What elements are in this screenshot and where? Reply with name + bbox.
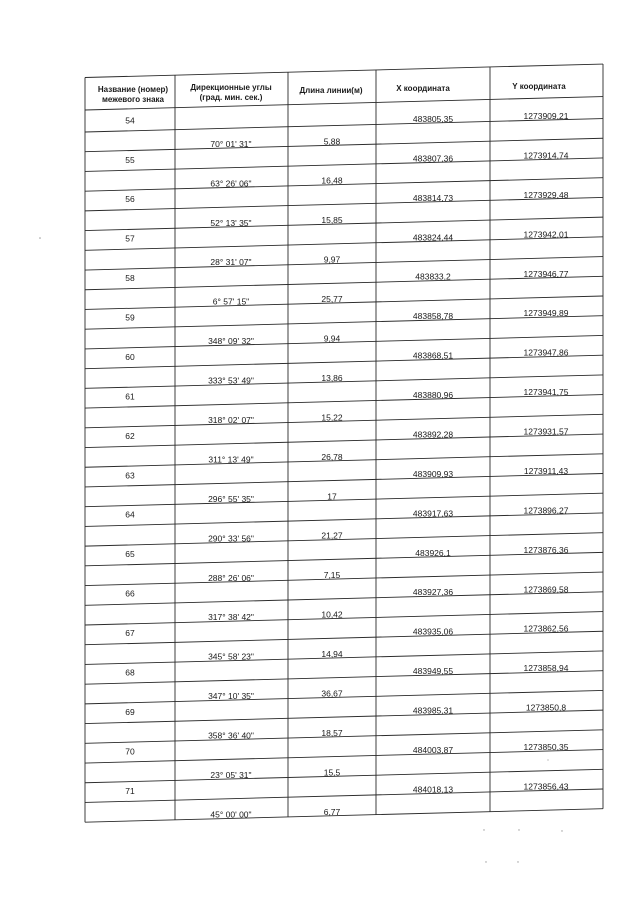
point-name: 54 (125, 115, 135, 126)
direction-angle: 23° 05' 31" (210, 770, 252, 780)
point-name: 59 (125, 312, 135, 323)
line-length: 14,94 (321, 649, 343, 659)
y-coordinate: 1273856,43 (523, 781, 569, 792)
point-name: 62 (125, 430, 135, 441)
x-coordinate: 483824,44 (412, 232, 454, 243)
line-length: 9,97 (323, 254, 341, 265)
y-coordinate: 1273911,43 (523, 466, 569, 476)
line-length: 7,15 (323, 570, 341, 581)
point-name: 63 (125, 470, 135, 481)
x-coordinate: 483833,2 (415, 271, 451, 282)
direction-angle: 317° 38' 42" (208, 612, 254, 623)
point-name: 55 (125, 154, 135, 165)
direction-angle: 63° 26' 06" (210, 178, 252, 189)
point-name: 67 (125, 628, 135, 639)
direction-angle: 348° 09' 32" (208, 336, 254, 347)
direction-angle: 345° 58' 23" (208, 651, 254, 662)
x-coordinate: 484018,13 (412, 784, 454, 795)
x-coordinate: 483909,93 (412, 468, 454, 479)
y-coordinate: 1273909,21 (523, 111, 569, 121)
direction-angle: 28° 31' 07" (210, 257, 252, 268)
point-name: 70 (125, 746, 135, 757)
line-length: 13,86 (321, 372, 343, 383)
header-x-coordinate: X координата (396, 84, 450, 93)
y-coordinate: 1273876,36 (523, 544, 569, 555)
line-length: 15,85 (321, 215, 343, 226)
point-name: 68 (125, 667, 135, 678)
direction-angle: 318° 02' 07" (208, 415, 254, 425)
y-coordinate: 1273850,8 (525, 702, 567, 713)
direction-angle: 45° 00' 00" (210, 809, 252, 820)
x-coordinate: 484003,87 (412, 745, 454, 755)
x-coordinate: 483868,51 (412, 350, 454, 361)
x-coordinate: 483935,06 (412, 626, 454, 637)
point-name: 69 (125, 706, 135, 717)
line-length: 16,48 (321, 175, 343, 186)
line-length: 25,77 (321, 294, 343, 305)
x-coordinate: 483985,31 (412, 705, 454, 716)
direction-angle: 288° 26' 06" (208, 572, 254, 583)
point-name: 71 (125, 785, 135, 796)
y-coordinate: 1273946,77 (523, 268, 569, 279)
y-coordinate: 1273949,89 (523, 308, 569, 319)
x-coordinate: 483880,96 (412, 390, 454, 400)
y-coordinate: 1273929,48 (523, 189, 569, 200)
x-coordinate: 483917,63 (412, 508, 454, 519)
x-coordinate: 483927,36 (412, 587, 454, 598)
x-coordinate: 483814,73 (412, 192, 454, 203)
y-coordinate: 1273896,27 (523, 505, 569, 516)
direction-angle: 70° 01' 31" (210, 138, 252, 149)
scan-speckles (39, 237, 563, 863)
direction-angle: 311° 13' 49" (208, 454, 254, 465)
line-length: 17 (327, 491, 337, 502)
line-length: 5,88 (323, 136, 341, 147)
y-coordinate: 1273858,94 (523, 663, 569, 674)
direction-angle: 6° 57' 15" (212, 296, 250, 307)
x-coordinate: 483805,35 (412, 114, 454, 124)
point-name: 57 (125, 233, 135, 244)
y-coordinate: 1273941,75 (523, 387, 569, 398)
direction-angle: 52° 13' 35" (210, 217, 252, 228)
line-length: 6,77 (323, 806, 341, 817)
y-coordinate: 1273914,74 (523, 150, 569, 161)
x-coordinate: 483858,78 (412, 311, 454, 322)
header-name-line2: межевого знака (101, 95, 165, 104)
point-name: 60 (125, 352, 135, 362)
line-length: 26,78 (321, 451, 343, 462)
x-coordinate: 483926,1 (415, 547, 451, 558)
point-name: 58 (125, 273, 135, 284)
y-coordinate: 1273850,35 (523, 742, 569, 753)
y-coordinate: 1273947,86 (523, 347, 569, 358)
line-length: 18,57 (321, 727, 343, 738)
point-name: 61 (125, 391, 135, 402)
point-name: 65 (125, 549, 135, 560)
y-coordinate: 1273942,01 (523, 229, 569, 240)
x-coordinate: 483892,28 (412, 429, 454, 440)
header-angle-line2: (град. мин. сек.) (199, 93, 263, 102)
line-length: 10,42 (321, 609, 343, 620)
direction-angle: 333° 53' 49" (208, 375, 254, 386)
header-length: Длина линии(м) (299, 86, 363, 95)
direction-angle: 358° 36' 40" (208, 730, 254, 741)
y-coordinate: 1273869,58 (523, 584, 569, 595)
direction-angle: 296° 55' 35" (208, 493, 254, 504)
line-length: 15,5 (323, 767, 341, 778)
x-coordinate: 483807,36 (412, 153, 454, 164)
direction-angle: 347° 10' 35" (208, 691, 254, 702)
y-coordinate: 1273862,56 (523, 623, 569, 634)
header-angle-line1: Дирекционные углы (190, 83, 272, 92)
header-name-line1: Название (номер) (97, 85, 169, 94)
line-length: 9,94 (323, 333, 341, 344)
line-length: 21,27 (321, 530, 343, 541)
y-coordinate: 1273931,57 (523, 426, 569, 437)
point-name: 56 (125, 194, 135, 205)
header-y-coordinate: Y координата (512, 82, 566, 91)
point-name: 64 (125, 509, 135, 520)
row-rule (85, 64, 603, 77)
direction-angle: 290° 33' 56" (208, 533, 254, 544)
row-rule (85, 806, 603, 822)
line-length: 15,22 (321, 412, 343, 423)
point-name: 66 (125, 588, 135, 599)
line-length: 36,67 (321, 688, 343, 699)
x-coordinate: 483949,55 (412, 666, 454, 677)
